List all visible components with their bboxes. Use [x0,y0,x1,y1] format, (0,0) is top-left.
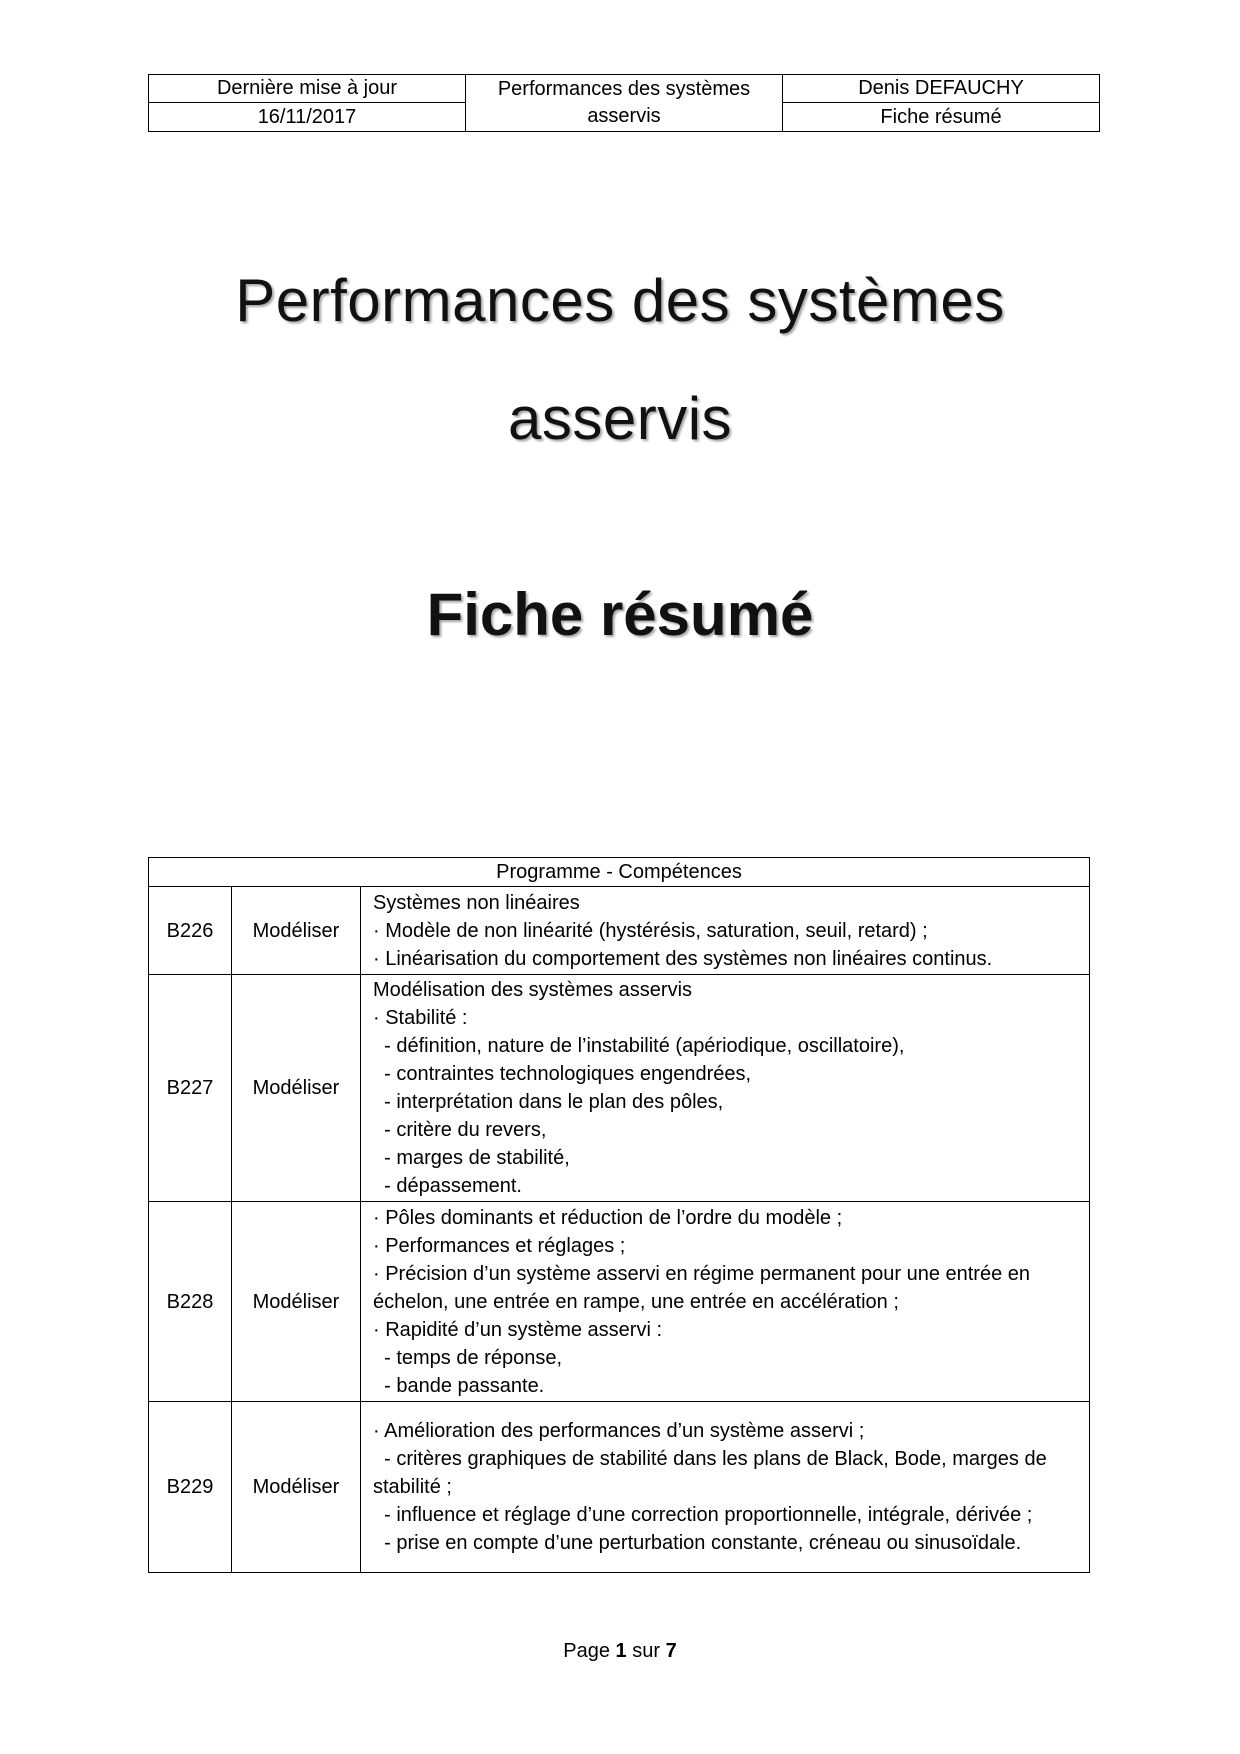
competence-category: Modéliser [232,887,361,975]
last-update-label: Dernière mise à jour [149,75,466,103]
programme-table-header: Programme - Compétences [149,858,1090,887]
table-row [149,1402,1090,1573]
course-title: Performances des systèmes asservis [466,75,783,131]
programme-table [148,857,1090,1573]
page-subtitle: Fiche résumé [426,581,814,648]
content-line: · Précision d’un système asservi en régime permanent pour une entrée en échelon, une entrée en rampe, une entrée en accélération ; [373,1262,1036,1313]
competence-content [361,887,1090,975]
content-line: - dépassement. [373,1175,522,1197]
content-line: - influence et réglage d’une correction proportionnelle, intégrale, dérivée ; [373,1504,1033,1526]
competence-category: Modéliser [232,1402,361,1573]
competence-category: Modéliser [232,1202,361,1402]
competence-category: Modéliser [232,975,361,1202]
content-line: - interprétation dans le plan des pôles, [373,1091,724,1113]
content-line: · Stabilité : [373,1007,468,1029]
competence-content [361,1202,1090,1402]
page-label: Page [563,1640,610,1662]
competence-content [361,1402,1090,1573]
competence-content [361,975,1090,1202]
content-line: · Rapidité d’un système asservi : [373,1318,663,1341]
page-title-line-2: asservis [507,385,733,452]
content-line: Modélisation des systèmes asservis [373,979,693,1001]
content-line: - critère du revers, [373,1119,547,1141]
content-line: - temps de réponse, [373,1346,562,1369]
content-line: Systèmes non linéaires [373,891,580,914]
content-line: · Pôles dominants et réduction de l’ordre du modèle ; [373,1206,843,1229]
content-line: - critères graphiques de stabilité dans les plans de Black, Bode, marges de stabilité ; [373,1448,1053,1498]
current-page-number: 1 [615,1640,627,1662]
competence-code: B229 [149,1402,232,1573]
content-line: - contraintes technologiques engendrées, [373,1063,752,1085]
content-line: · Linéarisation du comportement des systèmes non linéaires continus. [373,947,993,970]
of-label: sur [632,1640,661,1662]
content-line: - bande passante. [373,1374,545,1397]
competence-code: B227 [149,975,232,1202]
page-footer [0,1640,1240,1663]
update-date: 16/11/2017 [149,103,466,131]
content-line: · Amélioration des performances d’un système asservi ; [373,1420,865,1442]
content-line: · Modèle de non linéarité (hystérésis, saturation, seuil, retard) ; [373,919,928,942]
total-page-count: 7 [665,1640,677,1662]
table-row [149,1202,1090,1402]
table-row [149,975,1090,1202]
competence-code: B228 [149,1202,232,1402]
page-title-line-1: Performances des systèmes [235,267,1005,334]
document-header [148,74,1100,132]
page-title [120,242,1120,478]
content-line: · Performances et réglages ; [373,1234,626,1257]
table-row [149,887,1090,975]
content-line: - marges de stabilité, [373,1147,570,1169]
author-name: Denis DEFAUCHY [783,75,1099,103]
content-line: - prise en compte d’une perturbation constante, créneau ou sinusoïdale. [373,1532,1022,1554]
document-type: Fiche résumé [880,105,1002,128]
competence-code: B226 [149,887,232,975]
content-line: - définition, nature de l’instabilité (apériodique, oscillatoire), [373,1035,905,1057]
